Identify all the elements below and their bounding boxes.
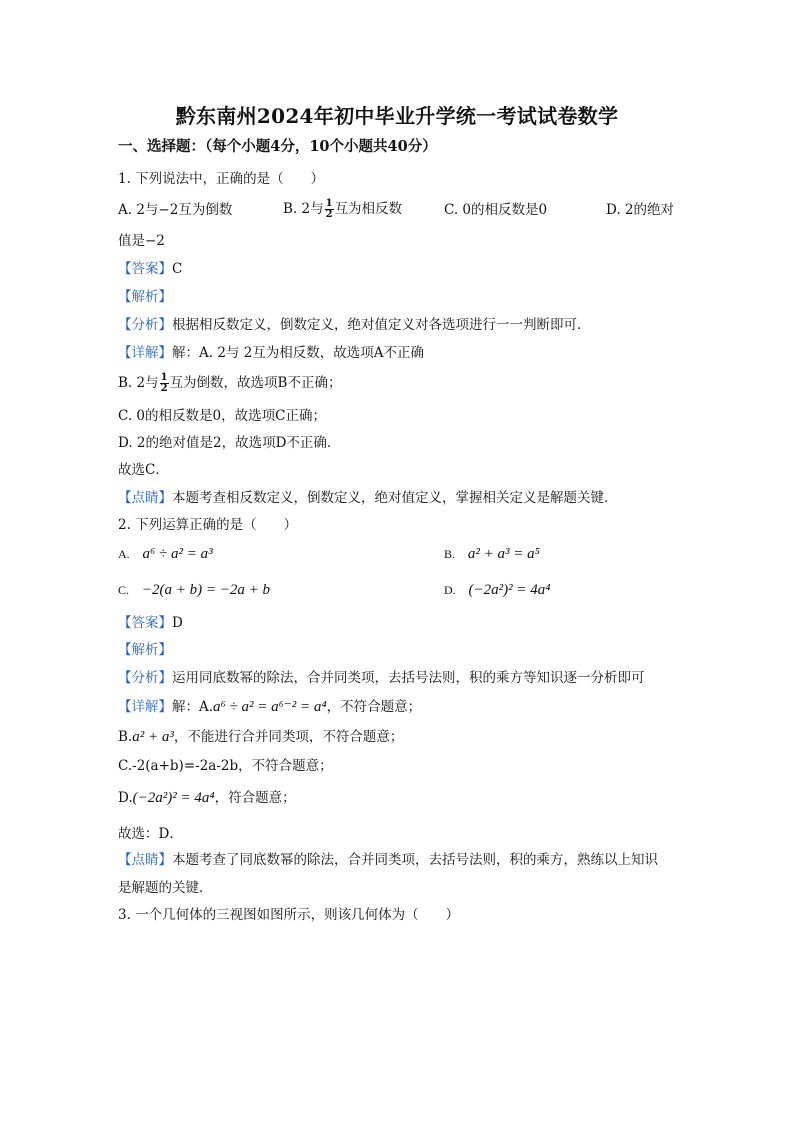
option-label: B. [444,547,456,561]
q1-option-a: A. 2与−2互为倒数 [118,202,233,218]
q1-option-d: D. 2的绝对 [606,202,675,218]
q2-line-b-math: a² + a³ [132,729,174,745]
q2-dianjing-continued: 是解题的关键． [118,880,213,896]
q2-line-b-prefix: B. [118,729,133,745]
fenxi-tag: 【分析】 [118,317,172,333]
section-heading: 一、选择题：（每个小题4分，10个小题共40分） [118,138,437,155]
q2-line-d [118,789,296,807]
dianjing-text: 本题考查相反数定义，倒数定义，绝对值定义，掌握相关定义是解题关键． [172,490,618,506]
q1-analysis-tag: 【解析】 [118,289,172,305]
q2-dianjing [118,851,658,869]
xiangjie-math: a⁶ ÷ a² = a⁶⁻² = a⁴ [213,699,327,715]
q1-option-c: C. 0的相反数是0 [444,202,548,218]
q2-line-d-suffix: ，符合题意； [214,790,296,806]
dianjing-text: 本题考查了同底数幂的除法，合并同类项，去括号法则，积的乘方，熟练以上知识 [172,852,658,868]
fraction-one-half [325,199,334,220]
answer-tag: 【答案】 [118,261,172,277]
q2-option-a [118,545,213,563]
question-2-stem: 2. 下列运算正确的是（ ） [118,517,298,533]
q1-line-d: D. 2的绝对值是2，故选项D不正确． [118,435,341,451]
q2-line-d-prefix: D. [118,790,133,806]
q2-fenxi [118,669,645,687]
q2-option-b [444,545,540,563]
q1-choose: 故选C． [118,462,169,478]
fraction-denominator: 2 [325,209,333,220]
question-1-stem: 1. 下列说法中，正确的是（ ） [118,171,325,187]
q1-option-d-continued: 值是−2 [118,233,165,249]
q2-line-b [118,728,403,746]
fenxi-text: 根据相反数定义，倒数定义，绝对值定义对各选项进行一一判断即可． [172,317,591,333]
fenxi-text: 运用同底数幂的除法，合并同类项，去括号法则，积的乘方等知识逐一分析即可 [172,670,645,686]
fraction-denominator: 2 [160,383,168,394]
option-label: D. [444,583,456,597]
answer-value: D [172,615,183,631]
fraction-numerator: 1 [160,372,168,383]
xiangjie-tag: 【详解】 [118,699,172,715]
q1-dianjing [118,489,618,507]
q1-line-c: C. 0的相反数是0，故选项C正确； [118,408,326,424]
fraction-numerator: 1 [325,198,333,209]
q1-xiangjie [118,344,424,362]
q2-option-d [444,581,551,599]
q2-xiangjie [118,698,421,716]
q2-option-c-math: −2(a + b) = −2a + b [141,582,270,598]
fraction-one-half [160,373,169,394]
page-title: 黔东南州2024年初中毕业升学统一考试试卷数学 [175,104,619,128]
q2-line-d-math: (−2a²)² = 4a⁴ [132,790,215,806]
answer-value: C [172,261,183,277]
q1-line-b-prefix: B. 2与 [118,375,159,391]
q1-line-b-suffix: 互为倒数，故选项B不正确； [169,375,342,391]
xiangjie-suffix: ，不符合题意； [326,699,422,715]
xiangjie-prefix: 解：A. [172,699,214,715]
q1-line-b [118,373,341,394]
xiangjie-text: 解：A. 2与 2互为相反数，故选项A不正确 [172,345,425,361]
q1-option-b [283,199,402,220]
q1-fenxi [118,316,591,334]
q1-option-b-suffix: 互为相反数 [334,201,403,217]
q2-option-a-math: a⁶ ÷ a² = a³ [142,546,213,562]
xiangjie-tag: 【详解】 [118,345,172,361]
option-label: A. [118,547,130,561]
q1-option-b-prefix: B. 2与 [283,201,324,217]
q2-option-d-math: (−2a²)² = 4a⁴ [468,582,551,598]
q1-answer [118,260,182,278]
question-3-stem: 3. 一个几何体的三视图如图所示，则该几何体为（ ） [118,907,460,923]
q2-answer [118,614,183,632]
dianjing-tag: 【点睛】 [118,852,172,868]
answer-tag: 【答案】 [118,615,172,631]
q2-analysis-tag: 【解析】 [118,642,172,658]
q2-option-c [118,581,270,599]
option-label: C. [118,583,130,597]
q2-line-b-suffix: ，不能进行合并同类项，不符合题意； [173,729,404,745]
q2-line-c: C.-2(a+b)=-2a-2b，不符合题意； [118,758,333,774]
dianjing-tag: 【点睛】 [118,490,172,506]
q2-choose: 故选：D． [118,826,183,842]
fenxi-tag: 【分析】 [118,670,172,686]
q2-option-b-math: a² + a³ = a⁵ [467,546,540,562]
